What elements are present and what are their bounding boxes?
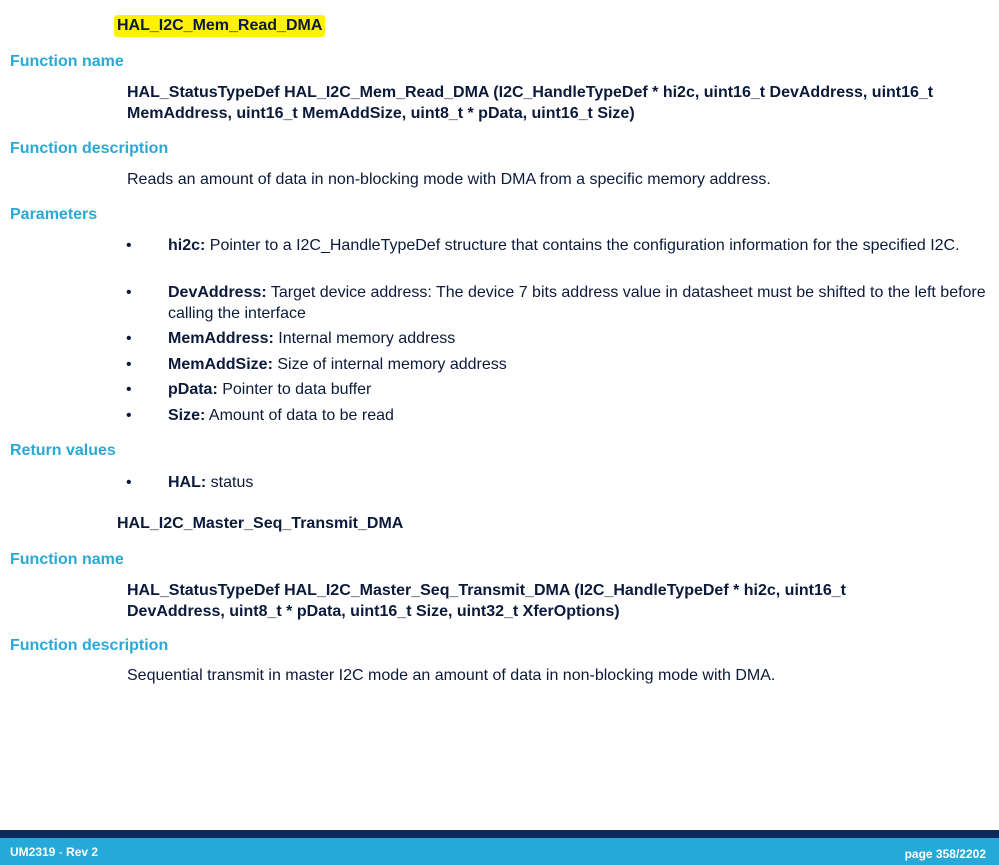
return-name: HAL: <box>168 474 207 491</box>
param-description: Internal memory address <box>273 330 456 347</box>
page-footer <box>0 838 999 865</box>
param-name: hi2c: <box>168 237 206 254</box>
function-description: Reads an amount of data in non-blocking mode with DMA from a specific memory address. <box>127 171 771 188</box>
bullet: • <box>126 407 132 424</box>
page-number: page 358/2202 <box>904 847 986 861</box>
param-name: Size: <box>168 407 206 424</box>
function-signature: HAL_StatusTypeDef HAL_I2C_Master_Seq_Transmit_DMA (I2C_HandleTypeDef * hi2c, uint16_t DevAddress, uint8_t * pData, uint16_t Size, uint32_t XferOptions) <box>127 582 847 620</box>
bullet: • <box>126 330 132 347</box>
return-description: status <box>206 474 254 491</box>
bullet: • <box>126 237 132 254</box>
param-name: DevAddress: <box>168 284 267 301</box>
param-description: Pointer to a I2C_HandleTypeDef structure that contains the configuration information for the specified I2C. <box>205 237 960 254</box>
function-title: HAL_I2C_Master_Seq_Transmit_DMA <box>117 515 404 532</box>
function-title: HAL_I2C_Mem_Read_DMA <box>114 15 325 37</box>
bullet: • <box>126 284 132 301</box>
parameters-heading: Parameters <box>10 206 98 223</box>
bullet: • <box>126 381 132 398</box>
function-description: Sequential transmit in master I2C mode an amount of data in non-blocking mode with DMA. <box>127 667 776 684</box>
bullet: • <box>126 356 132 373</box>
footer-doc-info <box>10 845 98 859</box>
function-name-heading: Function name <box>10 551 124 568</box>
param-name: pData: <box>168 381 218 398</box>
function-name-heading: Function name <box>10 53 124 70</box>
param-name: MemAddSize: <box>168 356 273 373</box>
param-description: Size of internal memory address <box>272 356 507 373</box>
param-description: Amount of data to be read <box>205 407 394 424</box>
footer-divider <box>0 830 999 838</box>
param-name: MemAddress: <box>168 330 274 347</box>
param-description: Target device address: The device 7 bits address value in datasheet must be shifted to the left before calling the interface <box>168 284 986 322</box>
doc-id: UM2319 <box>10 845 56 859</box>
bullet: • <box>126 474 132 491</box>
function-description-heading: Function description <box>10 637 169 654</box>
param-description: Pointer to data buffer <box>217 381 372 398</box>
doc-revision: Rev 2 <box>66 845 99 859</box>
function-signature: HAL_StatusTypeDef HAL_I2C_Mem_Read_DMA (I2C_HandleTypeDef * hi2c, uint16_t DevAddress, uint16_t MemAddress, uint16_t MemAddSize, uint8_t * pData, uint16_t Size) <box>127 84 934 122</box>
function-description-heading: Function description <box>10 140 169 157</box>
return-values-heading: Return values <box>10 442 116 459</box>
doc-separator: - <box>55 845 67 859</box>
